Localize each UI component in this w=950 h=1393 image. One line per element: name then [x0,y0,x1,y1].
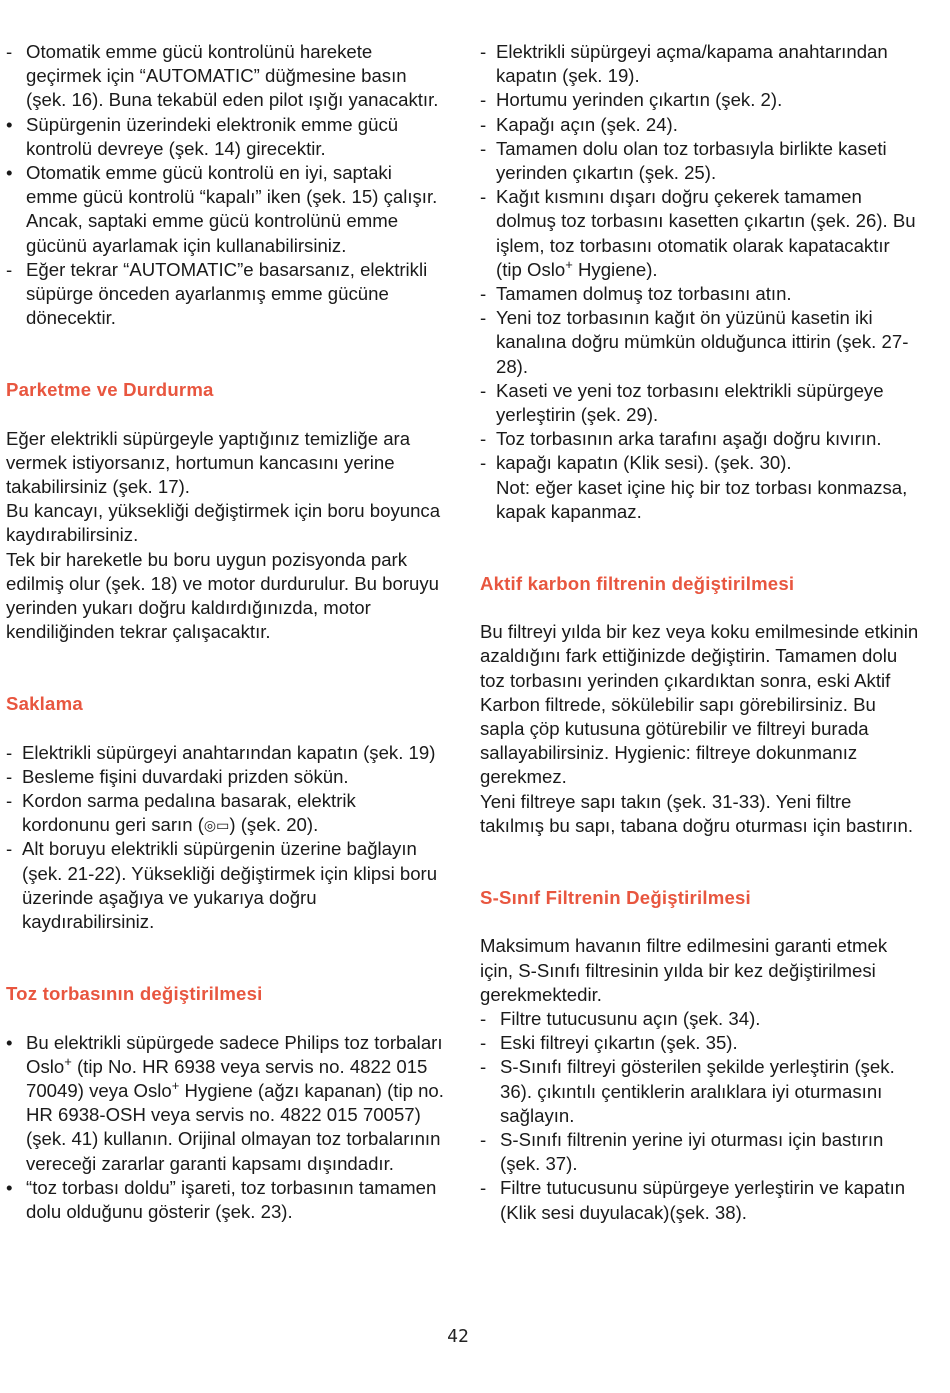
dash-mark: - [480,1177,487,1199]
paragraph: Bu filtreyi yılda bir kez veya koku emilmesinde etkinin azaldığını fark ettiğinizde değiştirin. Tamamen dolu toz torbasını yerinden çıkardıktan sonra, eski Aktif Karbon filtrede, sökülebilir sapı görebilirsiniz. Bu sapla çöp kutusuna götürebilir ve filtreyi burada sallayabilirsiniz. Hygienic: filtreye dokunmanız gerekmez. [480,621,919,788]
bullet-mark: • [6,113,13,135]
dash-mark: - [480,452,487,474]
list-item-text: (tip No. HR 6938 veya servis no. 4822 015 70049) veya Oslo [26,1055,428,1101]
list-item [6,837,446,934]
dash-mark: - [6,790,13,812]
superscript-plus: + [64,1053,72,1069]
list-item [480,40,920,88]
list-item [6,1031,446,1176]
list-item [6,40,446,113]
list-item-text: Hygiene (ağzı kapanan) (tip no. HR 6938-OSH veya servis no. 4822 015 70057) (şek. 41) kullanın. Orijinal olmayan toz torbalarının vereceği zararlar garanti kapsamı dışındadır. [26,1079,444,1174]
list-item-text: Hortumu yerinden çıkartın (şek. 2). [496,89,783,111]
list-item-text: Tamamen dolu olan toz torbasıyla birlikte kaseti yerinden çıkartın (şek. 25). [496,137,887,184]
list-item [480,306,920,379]
paragraph: Yeni filtreye sapı takın (şek. 31-33). Yeni filtre takılmış bu sapı, tabana doğru oturması için bastırın. [480,790,914,836]
list-item-text: Elektrikli süpürgeyi açma/kapama anahtarından kapatın (şek. 19). [496,41,888,87]
list-item-text: Kağıt kısmını dışarı doğru çekerek tamamen dolmuş toz torbasını kasetten çıkartın (şek. 26). Bu işlem, toz torbasını otomatik olarak kapatacaktır (tip Oslo [496,186,916,280]
dash-mark: - [480,1007,487,1029]
list-item [480,1007,920,1031]
superscript-plus: + [565,256,573,272]
list-item-text: Otomatik emme gücü kontrolü en iyi, saptaki emme gücü kontrolü “kapalı” iken (şek. 15) çalışır. Ancak, saptaki emme gücü kontrolünü emme gücünü ayarlamak için kullanabilirsiniz. [26,162,438,256]
dash-mark: - [480,113,487,135]
list-item-text: Filtre tutucusunu süpürgeye yerleştirin ve kapatın (Klik sesi duyulacak)(şek. 38). [500,1177,906,1223]
bullet-mark: • [6,1031,13,1053]
section-heading-dustbag: Toz torbasının değiştirilmesi [6,983,263,1005]
dash-mark: - [480,89,487,111]
superscript-plus: + [171,1077,180,1093]
bullet-mark: • [6,1176,13,1198]
cord-reel-icon: ◎▭ [203,817,230,834]
list-item-text: kapağı kapatın (Klik sesi). (şek. 30). [496,452,792,474]
dash-mark: - [480,1032,487,1054]
dash-mark: - [480,307,487,329]
list-item [480,1128,920,1176]
note-text: Not: eğer kaset içine hiç bir toz torbası konmazsa, kapak kapanmaz. [496,476,908,522]
dash-mark: - [6,41,13,62]
list-item [480,113,920,137]
dash-mark: - [6,838,13,860]
list-item-text: Elektrikli süpürgeyi anahtarından kapatın (şek. 19) [22,741,436,763]
list-item [6,258,446,331]
dash-mark: - [480,41,487,62]
paragraph: Eğer elektrikli süpürgeyle yaptığınız temizliğe ara vermek istiyorsanız, hortumun kancasını yerine takabilirsiniz (şek. 17). [6,427,411,498]
dash-mark: - [480,186,487,208]
dash-mark: - [6,741,13,763]
list-item [480,1176,920,1224]
list-item-text: Yeni toz torbasının kağıt ön yüzünü kasetin iki kanalına doğru mümkün olduğunca ittirin (şek. 27-28). [496,307,909,377]
section-heading-parking: Parketme ve Durdurma [6,379,214,401]
dash-mark: - [480,137,487,159]
list-item-text: ) (şek. 20). [229,814,319,836]
list-item-text: Eski filtreyi çıkartın (şek. 35). [500,1032,738,1054]
list-item-text: Toz torbasının arka tarafını aşağı doğru kıvırın. [496,428,882,450]
list-item-text: Kordon sarma pedalına basarak, elektrik kordonunu geri sarın ( [22,790,356,836]
section-heading-carbon-filter: Aktif karbon filtrenin değiştirilmesi [480,573,795,595]
list-item [6,789,446,837]
list-item [480,185,920,282]
list-item [480,379,920,427]
dash-mark: - [6,765,13,787]
section-heading-s-class-filter: S-Sınıf Filtrenin Değiştirilmesi [480,887,751,909]
paragraph: Tek bir hareketle bu boru uygun pozisyonda park edilmiş olur (şek. 18) ve motor durdurulur. Bu boruyu yerinden yukarı doğru kaldırdığınızda, motor kendiliğinden tekrar çalışacaktır. [6,548,440,643]
paragraph: Bu kancayı, yüksekliği değiştirmek için boru boyunca kaydırabilirsiniz. [6,500,441,546]
list-item-text: “toz torbası doldu” işareti, toz torbasının tamamen dolu olduğunu gösterir (şek. 23). [26,1176,437,1222]
list-item [480,1031,920,1055]
dash-mark: - [480,428,487,450]
list-item [480,451,920,475]
list-item-text: Bu elektrikli süpürgede sadece Philips toz torbaları Oslo [26,1031,443,1077]
list-item [480,137,920,185]
list-item [6,113,446,161]
dash-mark: - [480,1056,487,1078]
list-item-text: Tamamen dolmuş toz torbasını atın. [496,283,792,305]
list-item-text: Eğer tekrar “AUTOMATIC”e basarsanız, elektrikli süpürge önceden ayarlanmış emme gücüne dönecektir. [26,258,428,329]
bullet-mark: • [6,162,13,184]
right-column [480,40,920,1225]
list-item-text: Filtre tutucusunu açın (şek. 34). [500,1007,761,1029]
list-item [480,427,920,451]
list-item-text: Besleme fişini duvardaki prizden sökün. [22,765,349,787]
left-column [6,40,446,1224]
list-item-text: S-Sınıfı filtreyi gösterilen şekilde yerleştirin (şek. 36). çıkıntılı çentiklerin aralıklara iyi oturmasını sağlayın. [500,1056,895,1126]
list-item-text: Kaseti ve yeni toz torbasını elektrikli süpürgeye yerleştirin (şek. 29). [496,379,884,426]
list-item [6,741,446,765]
list-item-text: Alt boruyu elektrikli süpürgenin üzerine bağlayın (şek. 21-22). Yüksekliği değiştirmek için klipsi boru üzerinde aşağıya ve yukarıya doğru kaydırabilirsiniz. [22,838,438,933]
list-item [6,765,446,789]
dash-mark: - [6,258,13,280]
page-number: 42 [447,1326,469,1347]
list-item-text: Hygiene). [572,258,658,280]
list-item [6,161,446,258]
list-item [480,88,920,112]
list-item-text: Süpürgenin üzerindeki elektronik emme gücü kontrolü devreye (şek. 14) girecektir. [26,113,399,159]
dash-mark: - [480,379,487,401]
list-item-text: S-Sınıfı filtrenin yerine iyi oturması için bastırın (şek. 37). [500,1128,884,1175]
list-item [480,282,920,306]
list-item [480,1055,920,1128]
dash-mark: - [480,283,487,305]
list-item [6,1176,446,1224]
dash-mark: - [480,1128,487,1150]
paragraph: Maksimum havanın filtre edilmesini garanti etmek için, S-Sınıfı filtresinin yılda bir kez değiştirilmesi gerekmektedir. [480,935,888,1005]
list-item-text: Kapağı açın (şek. 24). [496,113,678,135]
section-heading-storage: Saklama [6,693,83,715]
list-item-text: Otomatik emme gücü kontrolünü harekete geçirmek için “AUTOMATIC” düğmesine basın (şek. 16). Buna tekabül eden pilot ışığı yanacaktır. [26,41,439,111]
